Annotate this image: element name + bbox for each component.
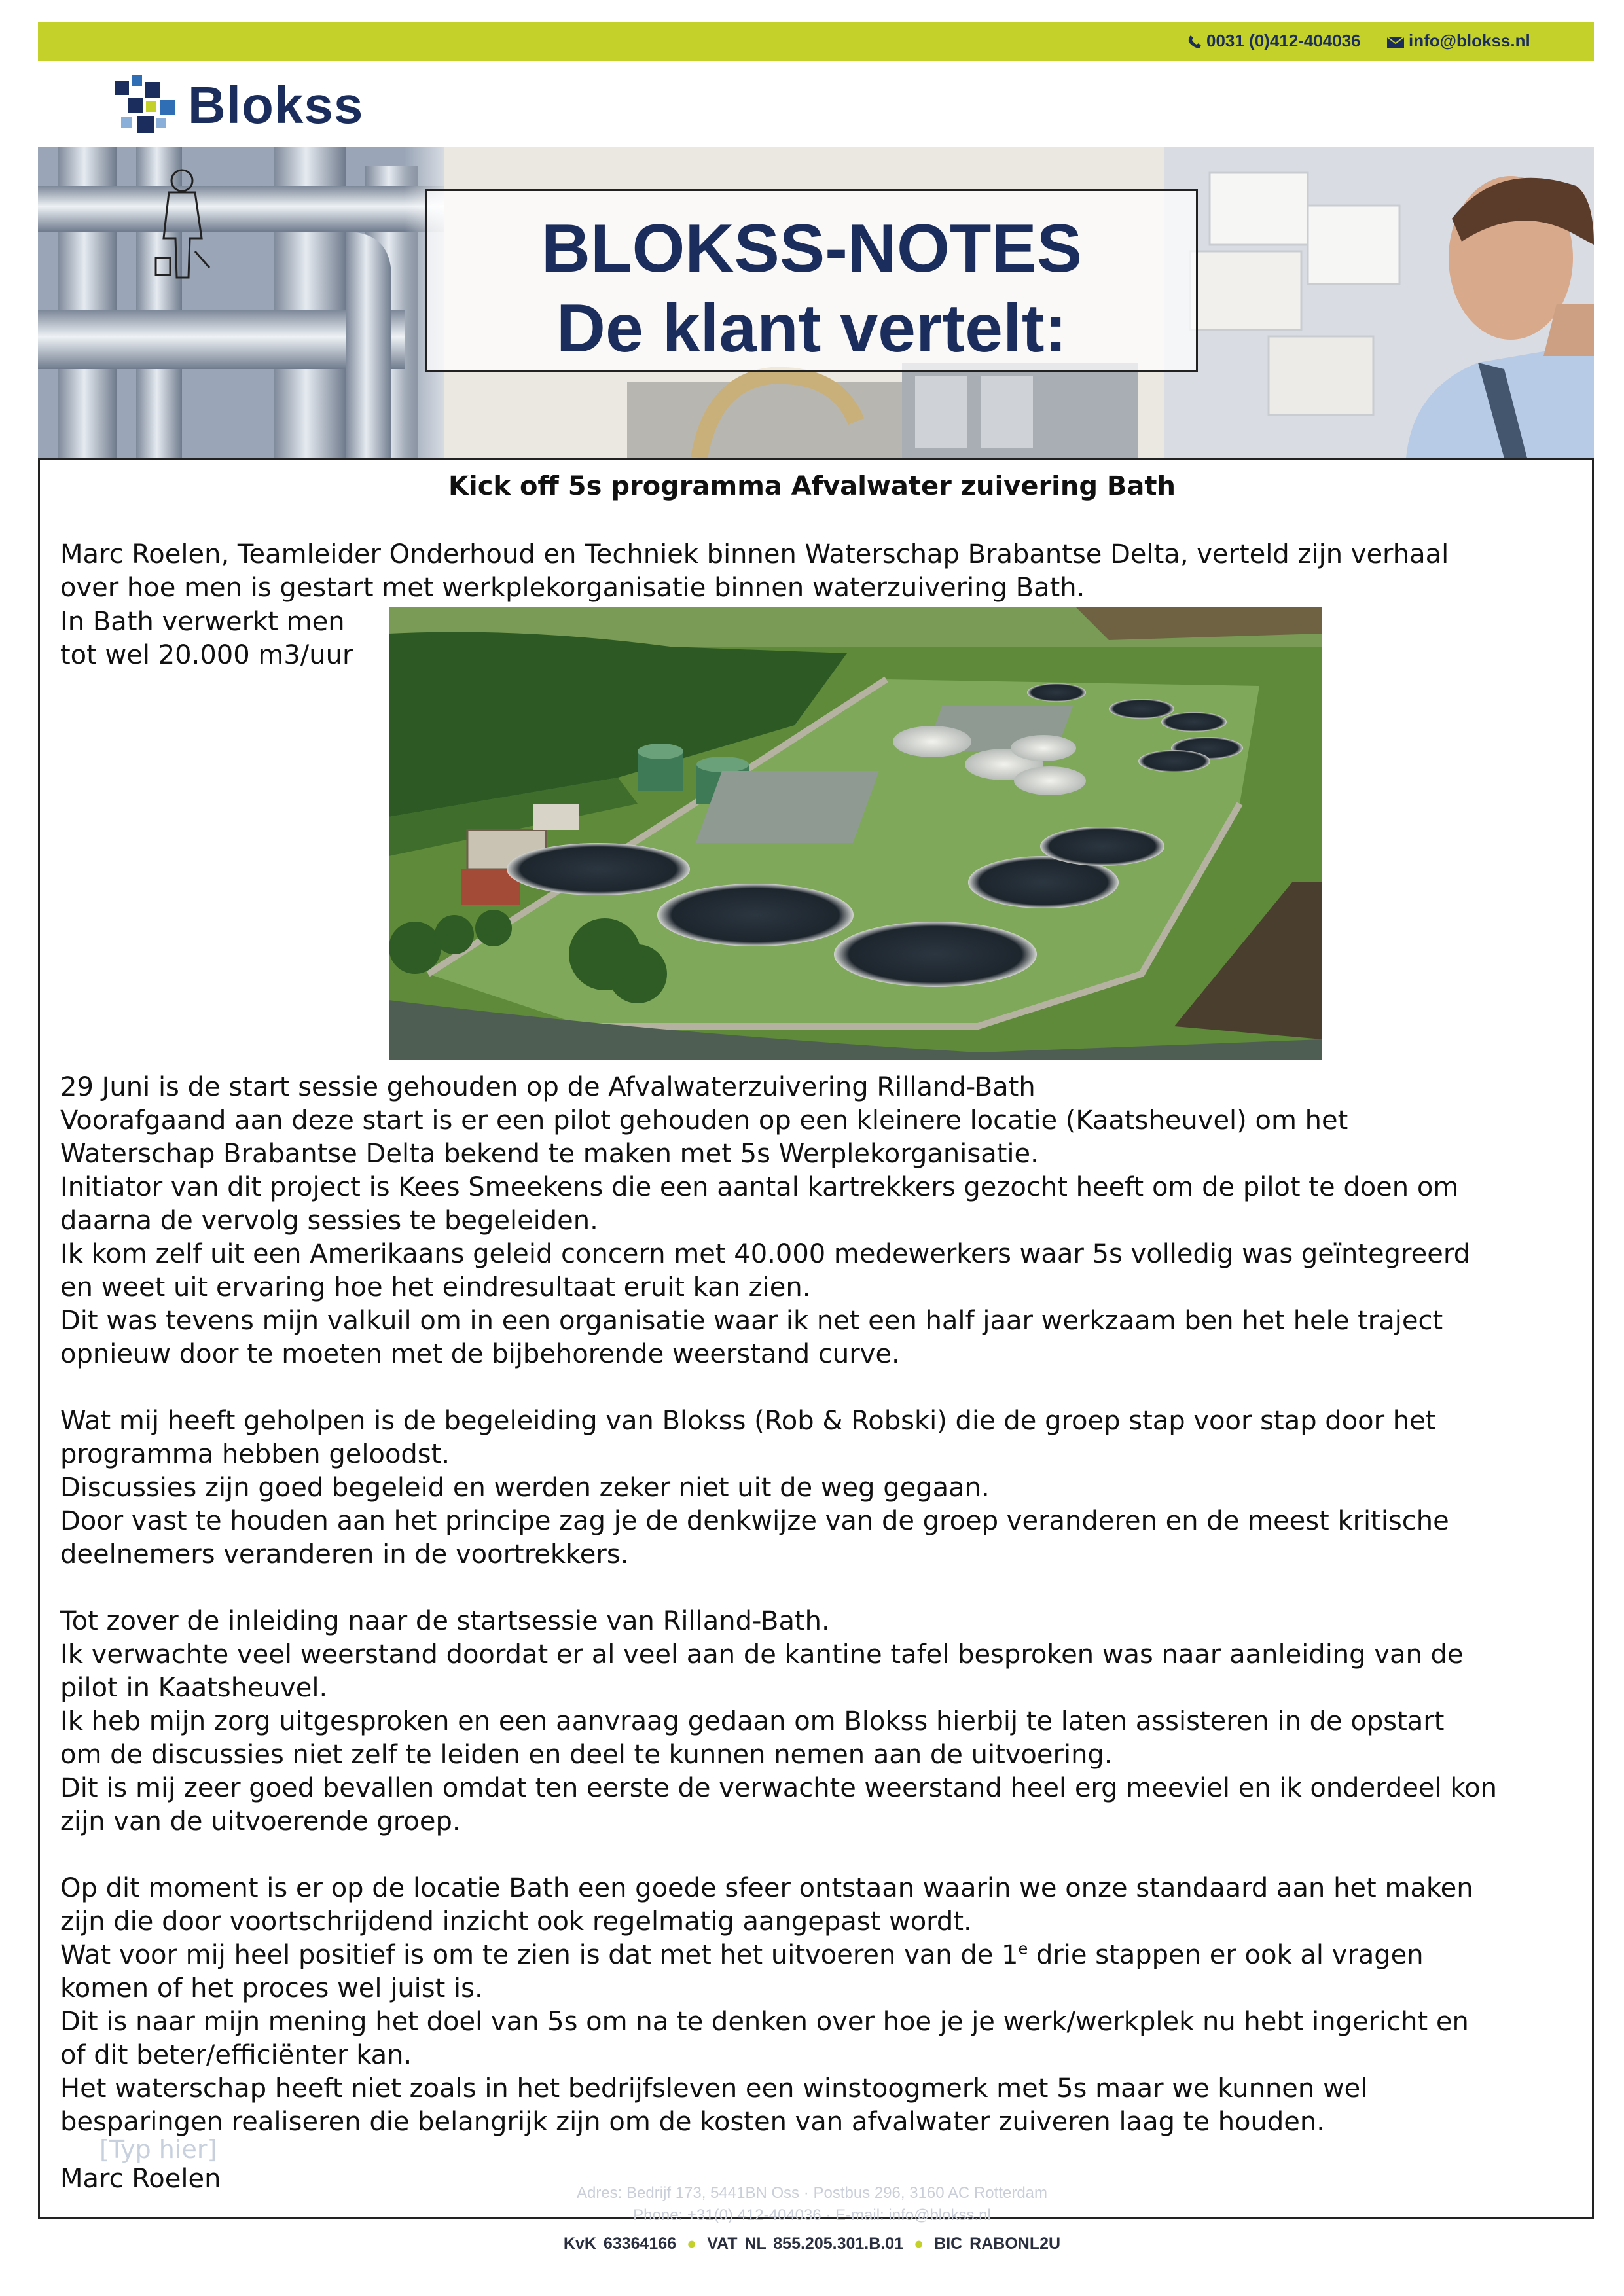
signature: Marc Roelen [60, 2164, 221, 2194]
text-line: Ik kom zelf uit een Amerikaans geleid concern met 40.000 medewerkers waar 5s volledig was geïntegreerd [60, 1239, 1470, 1269]
intro-paragraph [60, 538, 1579, 605]
body-text [60, 1071, 1579, 2139]
text-line: en weet uit ervaring hoe het eindresultaat eruit kan zien. [60, 1272, 811, 1302]
superscript: e [1018, 1939, 1028, 1958]
text-line: daarna de vervolg sessies te begeleiden. [60, 1206, 598, 1236]
text-segment: drie stappen er ook al vragen [1028, 1940, 1424, 1970]
banner-title: BLOKSS-NOTES [541, 211, 1083, 287]
text-line: Dit is mij zeer goed bevallen omdat ten eerste de verwachte weerstand heel erg meeviel en ik onderdeel kon [60, 1773, 1497, 1803]
text-line: 29 Juni is de start sessie gehouden op de Afvalwaterzuivering Rilland-Bath [60, 1072, 1036, 1102]
text-line: deelnemers veranderen in de voortrekkers. [60, 1539, 629, 1570]
side-note [60, 605, 353, 672]
logo-wordmark: Blokss [188, 76, 364, 134]
article-heading: Kick off 5s programma Afvalwater zuivering Bath [448, 471, 1176, 501]
text-line: programma hebben geloodst. [60, 1439, 450, 1469]
text-line: Wat mij heeft geholpen is de begeleiding van Blokss (Rob & Robski) die de groep stap voor stap door het [60, 1406, 1436, 1436]
title-box [425, 189, 1198, 372]
text-line: Tot zover de inleiding naar de startsessie van Rilland-Bath. [60, 1606, 830, 1636]
email-address: info@blokss.nl [1409, 31, 1530, 50]
text-line: komen of het proces wel juist is. [60, 1973, 483, 2003]
text-line [60, 1939, 1579, 1972]
text-line: Marc Roelen, Teamleider Onderhoud en Techniek binnen Waterschap Brabantse Delta, verteld zijn verhaal [60, 539, 1449, 569]
footer-placeholder: [Typ hier] [99, 2135, 217, 2164]
logo-mark-icon [115, 75, 180, 141]
footer-contact: Phone: +31(0) 412-404036 · E-mail: info@blokss.nl [633, 2206, 991, 2224]
text-line: Op dit moment is er op de locatie Bath een goede sfeer ontstaan waarin we onze standaard aan het maken [60, 1873, 1473, 1903]
bic-code: BIC RABONL2U [934, 2234, 1061, 2253]
email-contact[interactable] [1386, 31, 1530, 51]
kvk-number: KvK 63364166 [563, 2234, 677, 2253]
text-line: of dit beter/efficiënter kan. [60, 2040, 412, 2070]
text-line: Initiator van dit project is Kees Smeekens die een aantal kartrekkers gezocht heeft om de pilot te doen om [60, 1172, 1459, 1202]
text-line: zijn van de uitvoerende groep. [60, 1806, 461, 1837]
banner-subtitle: De klant vertelt: [556, 291, 1068, 367]
top-contact-bar [38, 22, 1594, 61]
text-line: opnieuw door te moeten met de bijbehorende weerstand curve. [60, 1339, 900, 1369]
text-line: Dit was tevens mijn valkuil om in een organisatie waar ik net een half jaar werkzaam ben het hele traject [60, 1306, 1443, 1336]
text-line: zijn die door voortschrijdend inzicht ook regelmatig aangepast wordt. [60, 1907, 972, 1937]
phone-icon [1187, 34, 1202, 50]
text-line: Door vast te houden aan het principe zag je de denkwijze van de groep veranderen en de meest kritische [60, 1506, 1449, 1536]
text-line: besparingen realiseren die belangrijk zijn om de kosten van afvalwater zuiveren laag te houden. [60, 2107, 1325, 2137]
text-line: Dit is naar mijn mening het doel van 5s om na te denken over hoe je je werk/werkplek nu hebt ingericht en [60, 2007, 1469, 2037]
vat-number: VAT NL 855.205.301.B.01 [707, 2234, 904, 2253]
text-line: pilot in Kaatsheuvel. [60, 1673, 328, 1703]
footer-registration: KvK 63364166 ● VAT NL 855.205.301.B.01 ● BIC RABONL2U [563, 2234, 1061, 2253]
text-line: Waterschap Brabantse Delta bekend te maken met 5s Werplekorganisatie. [60, 1139, 1039, 1169]
aerial-plant-image [389, 607, 1322, 1060]
text-segment: Wat voor mij heel positief is om te zien is dat met het uitvoeren van de 1 [60, 1940, 1019, 1970]
text-line: Ik verwachte veel weerstand doordat er al veel aan de kantine tafel besproken was naar aanleiding van de [60, 1640, 1464, 1670]
text-line: Ik heb mijn zorg uitgesproken en een aanvraag gedaan om Blokss hierbij te laten assisteren in de opstart [60, 1706, 1445, 1736]
text-line: om de discussies niet zelf te leiden en deel te kunnen nemen aan de uitvoering. [60, 1740, 1113, 1770]
text-line: Het waterschap heeft niet zoals in het bedrijfsleven een winstoogmerk met 5s maar we kunnen wel [60, 2073, 1368, 2104]
phone-number: 0031 (0)412-404036 [1206, 31, 1361, 50]
text-line: In Bath verwerkt men [60, 607, 345, 637]
water-treatment-photo [389, 607, 1322, 1060]
text-line: tot wel 20.000 m3/uur [60, 640, 353, 670]
text-line: over hoe men is gestart met werkplekorganisatie binnen waterzuivering Bath. [60, 573, 1085, 603]
blokss-logo [115, 75, 364, 141]
phone-contact[interactable] [1187, 31, 1361, 51]
text-line: Voorafgaand aan deze start is er een pilot gehouden op een kleinere locatie (Kaatsheuvel) om het [60, 1105, 1348, 1136]
footer-address: Adres: Bedrijf 173, 5441BN Oss · Postbus 296, 3160 AC Rotterdam [576, 2184, 1048, 2202]
text-line: Discussies zijn goed begeleid en werden zeker niet uit de weg gegaan. [60, 1473, 990, 1503]
mail-icon [1386, 35, 1405, 50]
